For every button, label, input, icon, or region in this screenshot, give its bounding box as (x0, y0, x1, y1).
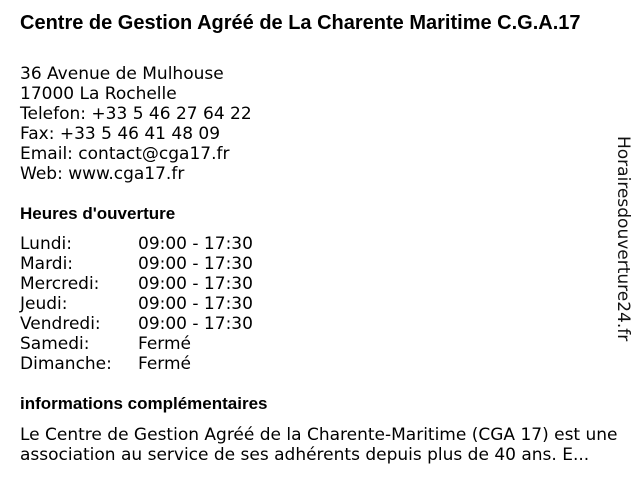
hours-row-monday (20, 234, 253, 254)
hours-row-tuesday (20, 254, 253, 274)
day-label: Mardi: (20, 254, 74, 274)
hours-table (20, 234, 253, 374)
day-label: Dimanche: (20, 354, 112, 374)
day-label: Vendredi: (20, 314, 101, 334)
day-hours: Fermé (138, 334, 192, 354)
day-hours: Fermé (138, 354, 192, 374)
hours-heading: Heures d'ouverture (20, 204, 176, 223)
address-street: 36 Avenue de Mulhouse (20, 64, 224, 84)
day-label: Jeudi: (20, 294, 68, 314)
info-description: Le Centre de Gestion Agréé de la Charente-Maritime (CGA 17) est une association au service de ses adhérents depuis plus de 40 ans. E... (20, 425, 618, 465)
address-city: 17000 La Rochelle (20, 84, 177, 104)
hours-row-friday (20, 314, 253, 334)
phone-number: Telefon: +33 5 46 27 64 22 (20, 104, 252, 124)
hours-row-thursday (20, 294, 253, 314)
info-heading: informations complémentaires (20, 394, 268, 413)
fax-number: Fax: +33 5 46 41 48 09 (20, 124, 221, 144)
day-hours: 09:00 - 17:30 (138, 254, 253, 274)
site-watermark: Horairesdouverture24.fr (613, 136, 633, 342)
hours-row-sunday (20, 354, 253, 374)
hours-row-saturday (20, 334, 253, 354)
page-title: Centre de Gestion Agréé de La Charente Maritime C.G.A.17 (20, 12, 581, 34)
address-block (20, 64, 252, 184)
day-label: Lundi: (20, 234, 72, 254)
day-label: Mercredi: (20, 274, 100, 294)
day-label: Samedi: (20, 334, 90, 354)
day-hours: 09:00 - 17:30 (138, 294, 253, 314)
day-hours: 09:00 - 17:30 (138, 314, 253, 334)
website: Web: www.cga17.fr (20, 164, 185, 184)
day-hours: 09:00 - 17:30 (138, 234, 253, 254)
email-address: Email: contact@cga17.fr (20, 144, 230, 164)
day-hours: 09:00 - 17:30 (138, 274, 253, 294)
hours-row-wednesday (20, 274, 253, 294)
